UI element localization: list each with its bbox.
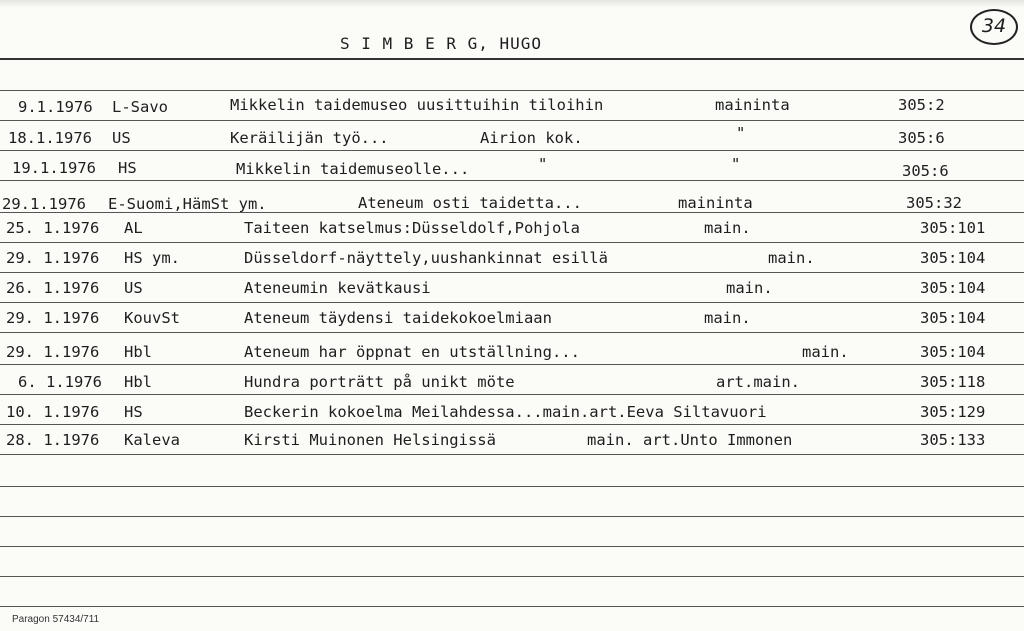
entry-source: Hbl [124, 373, 152, 391]
entry-type: main. [768, 249, 815, 267]
entry-ref: 305:6 [898, 129, 945, 147]
ruled-line [0, 486, 1024, 487]
entry-ref: 305:104 [920, 249, 986, 267]
entry-title: Ateneum täydensi taidekokoelmiaan [244, 309, 552, 327]
ruled-line [0, 424, 1024, 425]
entry-title: Hundra porträtt på unikt möte [244, 373, 515, 391]
ruled-line [0, 150, 1024, 151]
entry-date: 29. 1.1976 [6, 309, 100, 327]
entry-source: US [124, 279, 143, 297]
entry-type: main. art.Unto Immonen [587, 431, 793, 449]
entry-source: HS ym. [124, 249, 180, 267]
ruled-line [0, 302, 1024, 303]
ruled-line [0, 272, 1024, 273]
entry-type: main. [802, 343, 849, 361]
entry-ref: 305:133 [920, 431, 986, 449]
entry-date: 29.1.1976 [2, 195, 86, 213]
entry-ref: 305:101 [920, 219, 986, 237]
entry-source: HS [124, 403, 143, 421]
entry-date: 19.1.1976 [12, 159, 96, 177]
entry-type: maininta [678, 194, 753, 212]
entry-date: 26. 1.1976 [6, 279, 100, 297]
entry-source: Kaleva [124, 431, 180, 449]
ruled-line [0, 120, 1024, 121]
entry-type: main. [704, 309, 751, 327]
entry-title: Keräilijän työ... [230, 129, 389, 147]
entry-date: 29. 1.1976 [6, 249, 100, 267]
entry-date: 18.1.1976 [8, 129, 92, 147]
entry-source: US [112, 129, 131, 147]
entry-source: Hbl [124, 343, 152, 361]
entry-date: 9.1.1976 [18, 98, 93, 116]
card-title: S I M B E R G, HUGO [340, 34, 543, 53]
ruled-line [0, 364, 1024, 365]
entry-title: Beckerin kokoelma Meilahdessa...main.art.Eeva Siltavuori [244, 403, 767, 421]
ruled-line [0, 90, 1024, 91]
ruled-line [0, 180, 1024, 181]
entry-type: maininta [715, 96, 790, 114]
entry-title: Düsseldorf-näyttely,uushankinnat esillä [244, 249, 608, 267]
entry-source: E-Suomi,HämSt ym. [108, 195, 267, 213]
entry-ref: 305:2 [898, 96, 945, 114]
ruled-line [0, 242, 1024, 243]
entry-ref: 305:104 [920, 279, 986, 297]
entry-title: Ateneum har öppnat en utställning... [244, 343, 580, 361]
ruled-line [0, 454, 1024, 455]
entry-ref: 305:104 [920, 343, 986, 361]
entry-title: Kirsti Muinonen Helsingissä [244, 431, 496, 449]
ruled-line [0, 576, 1024, 577]
entry-date: 25. 1.1976 [6, 219, 100, 237]
header-rule [0, 58, 1024, 60]
ruled-line [0, 606, 1024, 607]
entry-title: Taiteen katselmus:Düsseldolf,Pohjola [244, 219, 580, 237]
entry-ref: 305:32 [906, 194, 962, 212]
entry-source: L-Savo [112, 98, 168, 116]
entry-ref: 305:129 [920, 403, 986, 421]
printer-imprint: Paragon 57434/711 [12, 614, 100, 625]
ruled-line [0, 516, 1024, 517]
card-number: 34 [970, 9, 1018, 45]
ruled-line [0, 546, 1024, 547]
entry-title: Mikkelin taidemuseo uusittuihin tiloihin [230, 96, 604, 114]
entry-source: AL [124, 219, 143, 237]
entry-type: art.main. [716, 373, 800, 391]
ruled-line [0, 332, 1024, 333]
entry-date: 28. 1.1976 [6, 431, 100, 449]
entry-title: Ateneum osti taidetta... [358, 194, 582, 212]
entry-ref: 305:104 [920, 309, 986, 327]
entry-type: main. [726, 279, 773, 297]
entry-source: HS [118, 159, 137, 177]
entry-note: Airion kok. [480, 129, 583, 147]
entry-note: " [538, 155, 548, 173]
entry-date: 29. 1.1976 [6, 343, 100, 361]
entry-date: 10. 1.1976 [6, 403, 100, 421]
entry-ref: 305:6 [902, 162, 949, 180]
ruled-line [0, 394, 1024, 395]
entry-title: Ateneumin kevätkausi [244, 279, 431, 297]
entry-type: " [736, 124, 746, 142]
entry-date: 6. 1.1976 [18, 373, 102, 391]
entry-title: Mikkelin taidemuseolle... [236, 160, 470, 178]
entry-type: main. [704, 219, 751, 237]
entry-source: KouvSt [124, 309, 180, 327]
entry-ref: 305:118 [920, 373, 986, 391]
card-top-edge [0, 0, 1024, 8]
entry-type: " [731, 155, 741, 173]
